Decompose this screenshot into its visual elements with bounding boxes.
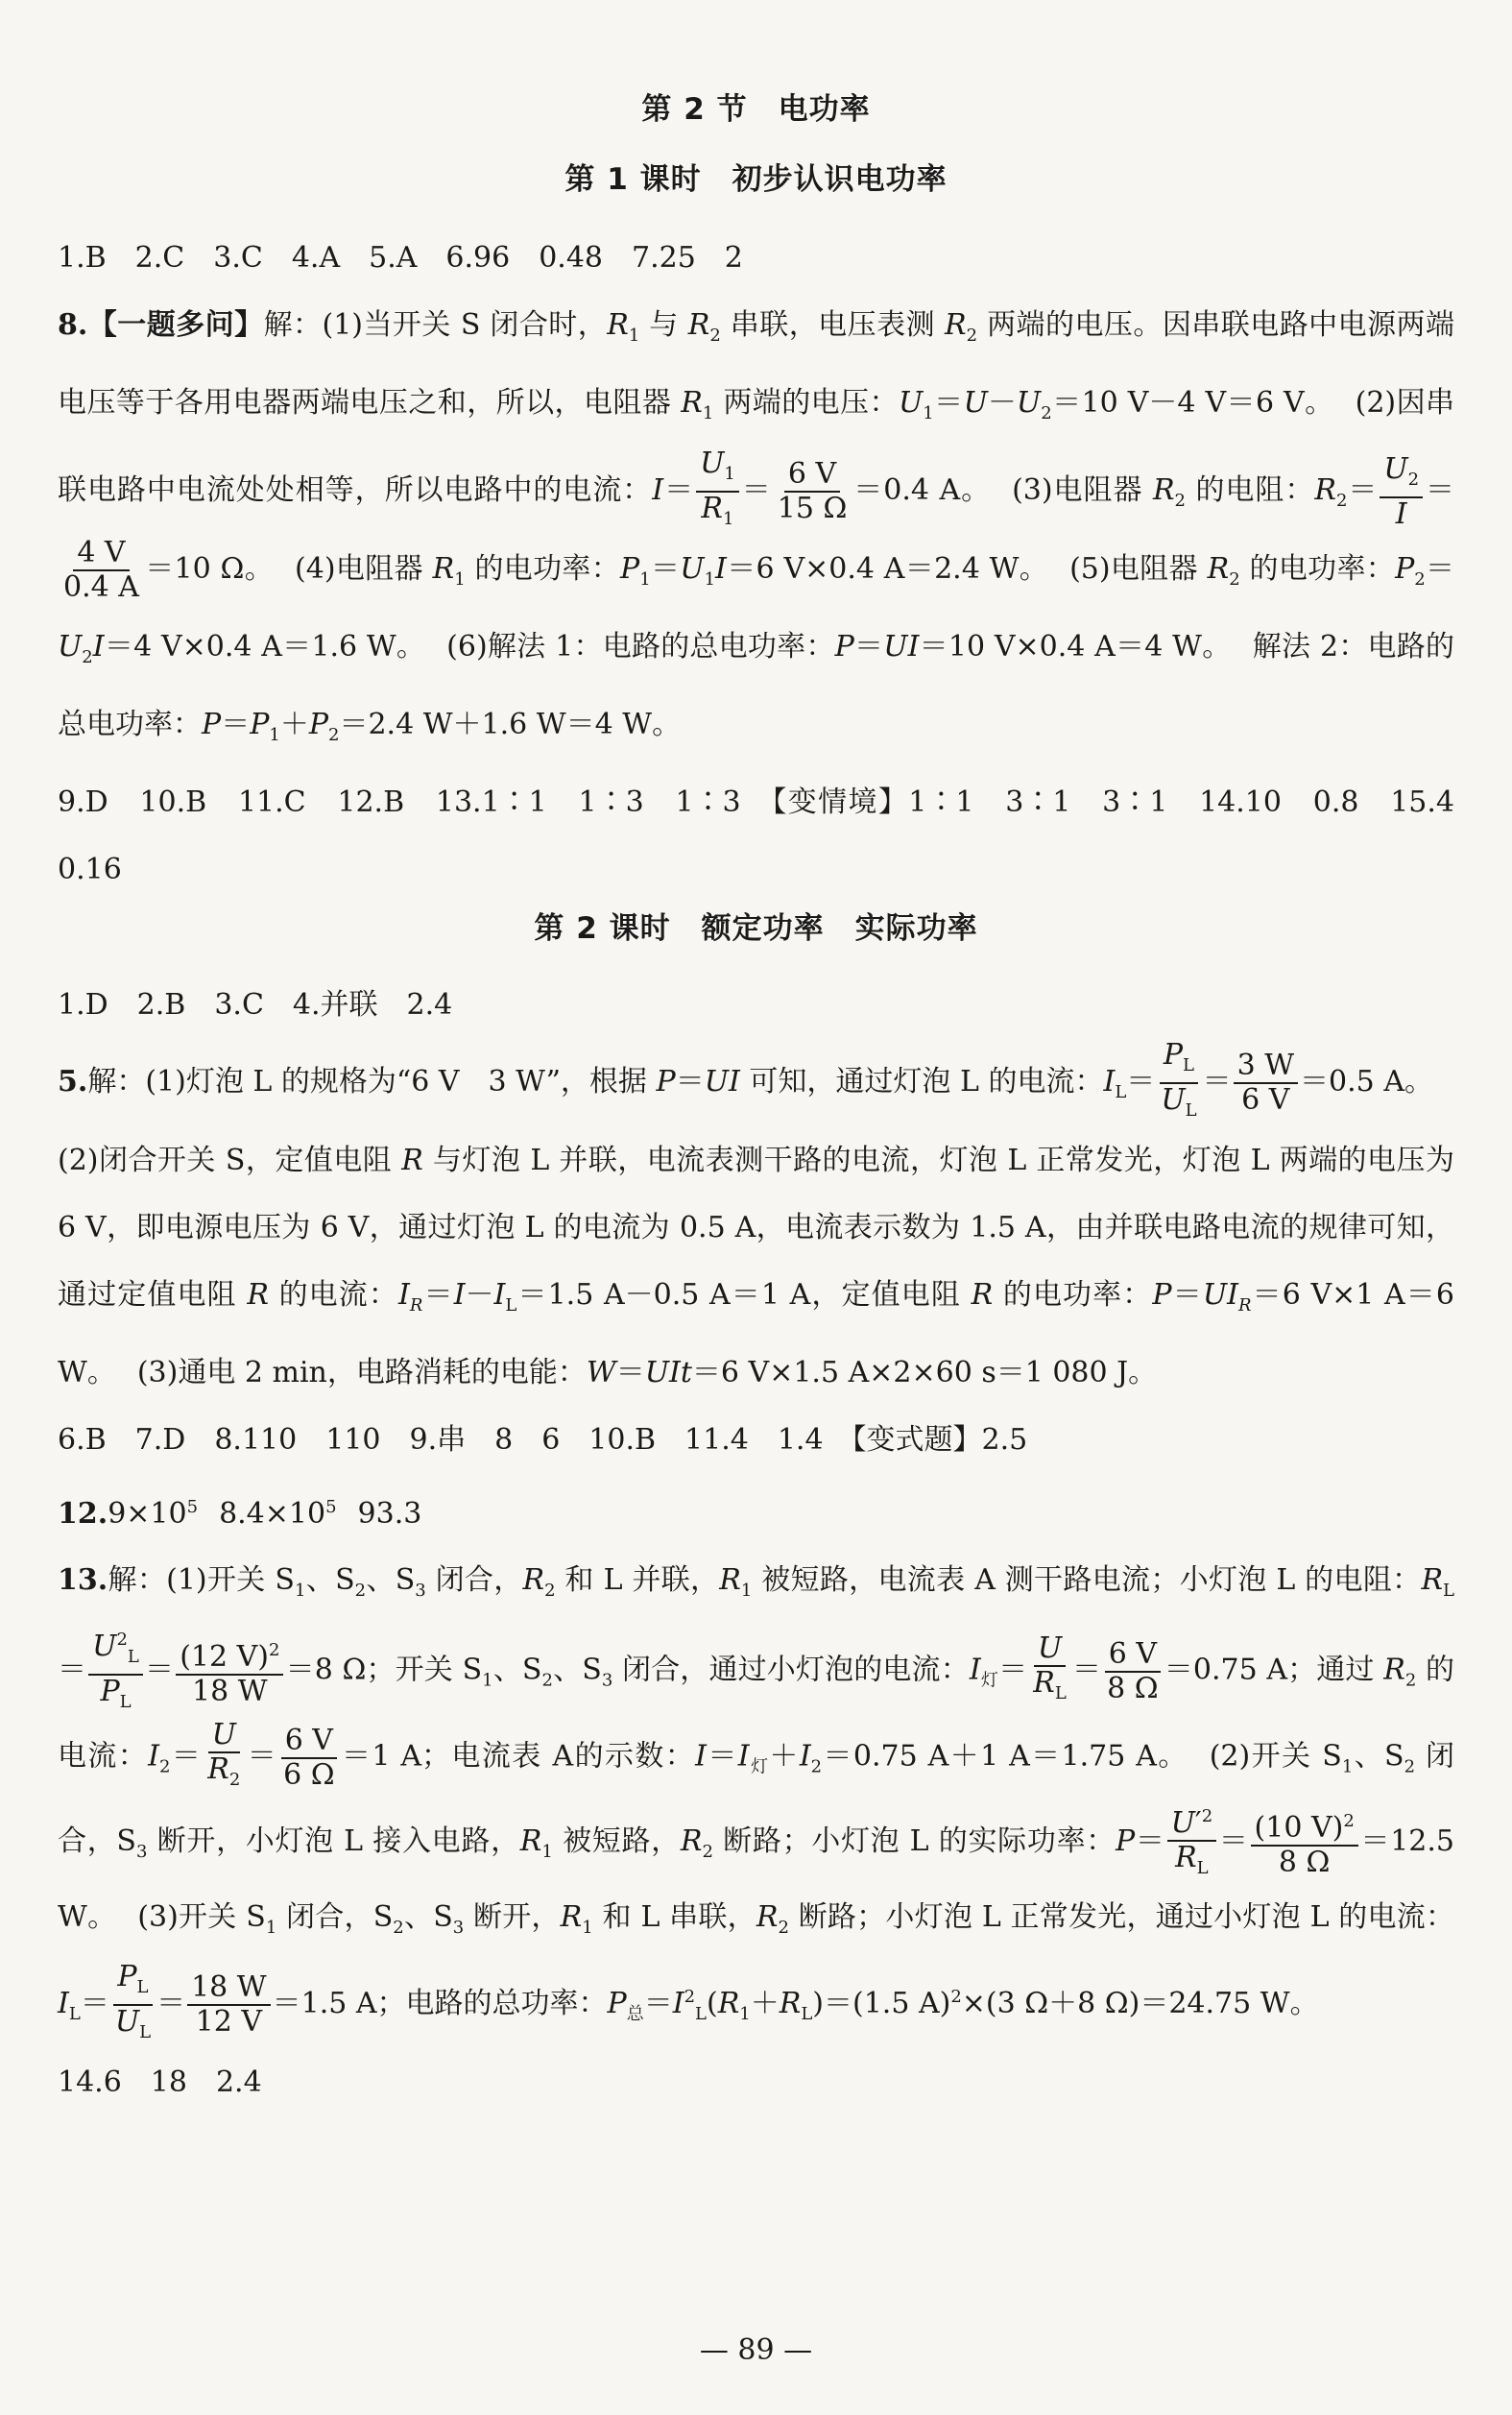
answers-1-7: 1.B 2.C 3.C 4.A 5.A 6.96 0.48 7.25 2 — [58, 241, 743, 275]
answers-14: 14.6 18 2.4 — [58, 2065, 262, 2099]
answer-5: 5.解：(1)灯泡 L 的规格为“6 V 3 W”，根据 P＝UI 可知，通过灯泡 L 的电流：$I_L=$ $\frac{P_L}{U_L}$ ＝ $\frac{3 W}{6 V}$ ＝0.5 A。(2)闭合开关 S，定值电阻 R 与灯泡 L 并联，电流表测干路的电流，灯泡 L 正常发光，灯泡 L 两端的电压为 6 V，即电源电压为 6 V，通过灯泡 L 的电流为 0.5 A，电流表示数为 1.5 A，由并联电路电流的规律可知，通过定值电阻 R 的电流：$I_R=I-I_L=1.5$ A－0.5 A＝1 A，定值电阻 R 的电功率：$P=UI_R=6$ V×1 A＝6 W。 (3)通电 2 min，电路消耗的电能：W＝UIt＝6 V×1.5 A×2×60 s＝1 080 J。 — [58, 1038, 1455, 1389]
answers-6-11: 6.B 7.D 8.110 110 9.串 8 6 10.B 11.4 1.4 【变式题】2.5 — [58, 1423, 1028, 1457]
answers-1-4: 1.D 2.B 3.C 4.并联 2.4 — [58, 988, 453, 1022]
answer-12: $12.9\times 10^5$ $8.4\times 10^5$ 93.3 — [58, 1497, 422, 1531]
lesson-2-title: 第 2 课时 额定功率 实际功率 — [534, 911, 978, 946]
answers-9-15: 9.D 10.B 11.C 12.B 13.1∶1 1∶3 1∶3 【变情境】1∶1 3∶1 3∶1 14.10 0.8 15.4 0.16 — [58, 785, 1483, 886]
page-number: — 89 — — [699, 2333, 813, 2367]
answer-8: 8.【一题多问】解：(1)当开关 S 闭合时，$R_1$ 与 $R_2$ 串联，电压表测 $R_2$ 两端的电压。因串联电路中电源两端电压等于各用电器两端电压之和，所以，电阻器 $R_1$ 两端的电压：$U_1=U-U_2=10$ V－4 V＝6 V。 (2)因串联电路中电流处处相等，所以电路中的电流：I＝ $\frac{U_1}{R_1}$ ＝ $\frac{6 V}{15 \Omega}$ ＝0.4 A。 (3)电阻器 $R_2$ 的电阻：$R_2=$ $\frac{U_2}{I}$ ＝ $\frac{4 V}{0.4 A}$ ＝10 Ω。 (4)电阻器 $R_1$ 的电功率：$P_1=U_1I=6$ V×0.4 A＝2.4 W。 (5)电阻器 $R_2$ 的电功率：$P_2=U_2I=4$ V×0.4 A＝1.6 W。 (6)解法 1：电路的总电功率：P＝UI＝10 V×0.4 A＝4 W。 解法 2：电路的总电功率：$P=P_1+P_2=2.4$ W＋1.6 W＝4 W。 — [58, 308, 1455, 745]
section-title: 第 2 节 电功率 — [641, 92, 871, 127]
answer-13: 13.解：(1)开关 $S_1$、$S_2$、$S_3$ 闭合，$R_2$ 和 L 并联，$R_1$ 被短路，电流表 A 测干路电流；小灯泡 L 的电阻：$R_L=$ $\frac{U^2_L}{P_L}$ ＝ $\frac{(12 V)^2}{18 W}$ ＝8 Ω；开关 $S_1$、$S_2$、$S_3$ 闭合，通过小灯泡的电流：$I_灯=$ $\frac{U}{R_L}$ ＝ $\frac{6 V}{8 \Omega}$ ＝0.75 A；通过 $R_2$ 的电流：$I_2=$ $\frac{U}{R_2}$ ＝ $\frac{6 V}{6 \Omega}$ ＝1 A；电流表 A的示数：$I=I_灯+I_2=0.75$ A＋1 A＝1.75 A。 (2)开关 $S_1$、$S_2$ 闭合，$S_3$ 断开，小灯泡 L 接入电路，$R_1$ 被短路，$R_2$ 断路；小灯泡 L 的实际功率：P＝ $\frac{U'^2}{R_L}$ ＝ $\frac{(10 V)^2}{8 \Omega}$ ＝12.5 W。 (3)开关 $S_1$ 闭合，$S_2$、$S_3$ 断开，$R_1$ 和 L 串联，$R_2$ 断路；小灯泡 L 正常发光，通过小灯泡 L 的电流：$I_L=$ $\frac{P_L}{U_L}$ ＝ $\frac{18 W}{12 V}$ ＝1.5 A；电路的总功率：$P_总=I^2_L(R_1+R_L)=(1.5$ A)$^2$×(3 Ω＋8 Ω)＝24.75 W。 — [58, 1563, 1455, 2042]
lesson-1-title: 第 1 课时 初步认识电功率 — [564, 162, 948, 197]
question-tag: 【一题多问】 — [87, 308, 264, 342]
